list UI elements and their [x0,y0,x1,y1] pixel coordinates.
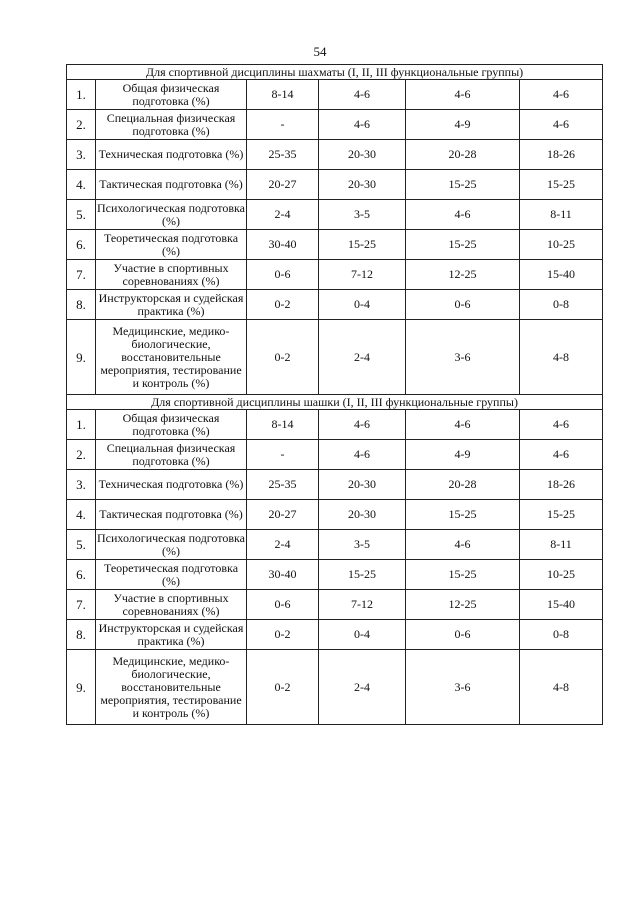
value-cell: 4-6 [319,110,406,140]
value-cell: 4-9 [406,110,520,140]
value-cell: 15-25 [406,230,520,260]
value-cell: 4-6 [406,530,520,560]
page-number: 54 [313,44,327,59]
table-row [67,530,603,560]
row-label: Инструкторская и судейская практика (%) [96,620,247,650]
row-label: Общая физическая подготовка (%) [96,410,247,440]
value-cell: 4-6 [319,80,406,110]
value-cell: 7-12 [319,590,406,620]
table-row [67,500,603,530]
value-cell: 15-25 [406,500,520,530]
value-cell: 20-30 [319,140,406,170]
value-cell: 0-6 [247,590,319,620]
value-cell: 0-6 [406,620,520,650]
row-number: 5. [67,530,96,560]
row-label: Теоретическая подготовка (%) [96,560,247,590]
value-cell: 4-8 [520,650,603,725]
value-cell: 15-25 [319,560,406,590]
value-cell: 15-40 [520,260,603,290]
row-label: Общая физическая подготовка (%) [96,80,247,110]
value-cell: 2-4 [319,650,406,725]
row-label: Специальная физическая подготовка (%) [96,440,247,470]
value-cell: 2-4 [247,200,319,230]
value-cell: 0-2 [247,650,319,725]
value-cell: 4-6 [319,410,406,440]
table-row [67,440,603,470]
row-number: 8. [67,620,96,650]
table-row [67,80,603,110]
value-cell: 0-2 [247,620,319,650]
value-cell: 3-6 [406,320,520,395]
section-header-row [67,395,603,410]
value-cell: 4-6 [319,440,406,470]
row-label: Тактическая подготовка (%) [96,170,247,200]
table-row [67,290,603,320]
value-cell: 12-25 [406,590,520,620]
row-number: 7. [67,590,96,620]
row-number: 9. [67,320,96,395]
row-number: 6. [67,560,96,590]
value-cell: 15-25 [319,230,406,260]
value-cell: - [247,440,319,470]
value-cell: 4-6 [520,110,603,140]
value-cell: 0-8 [520,290,603,320]
table-row [67,140,603,170]
value-cell: 2-4 [319,320,406,395]
table-row [67,110,603,140]
row-label: Медицинские, медико-биологические, восстановительные мероприятия, тестирование и контроль (%) [96,320,247,395]
value-cell: 0-6 [406,290,520,320]
table-row [67,230,603,260]
value-cell: 4-6 [406,80,520,110]
row-label: Психологическая подготовка (%) [97,200,245,228]
value-cell: 20-28 [406,470,520,500]
value-cell: 20-30 [319,500,406,530]
row-number: 3. [67,140,96,170]
row-number: 1. [67,80,96,110]
row-number: 9. [67,650,96,725]
table-row [67,410,603,440]
value-cell: 4-6 [520,440,603,470]
value-cell: 4-6 [406,200,520,230]
value-cell: 0-8 [520,620,603,650]
value-cell: 20-30 [319,470,406,500]
value-cell: 8-11 [520,200,603,230]
table-row [67,320,603,395]
value-cell: 18-26 [520,470,603,500]
value-cell: - [247,110,319,140]
row-number: 1. [67,410,96,440]
row-label: Участие в спортивных соревнованиях (%) [96,260,247,290]
value-cell: 0-2 [247,320,319,395]
value-cell: 4-6 [520,80,603,110]
table-row [67,620,603,650]
row-label: Теоретическая подготовка (%) [96,230,247,260]
value-cell: 8-14 [247,80,319,110]
row-number: 6. [67,230,96,260]
row-label: Специальная физическая подготовка (%) [96,110,247,140]
value-cell: 0-4 [319,620,406,650]
value-cell: 8-14 [247,410,319,440]
value-cell: 10-25 [520,560,603,590]
row-label: Медицинские, медико-биологические, восстановительные мероприятия, тестирование и контроль (%) [96,650,247,725]
row-label: Техническая подготовка (%) [96,470,247,500]
value-cell: 15-25 [406,560,520,590]
value-cell: 0-2 [247,290,319,320]
row-number: 7. [67,260,96,290]
row-number: 3. [67,470,96,500]
value-cell: 15-25 [520,170,603,200]
section-title: Для спортивной дисциплины шахматы (I, II, III функциональные группы) [67,65,603,80]
row-number: 2. [67,110,96,140]
training-norms-table [66,64,603,725]
value-cell: 15-25 [406,170,520,200]
row-label: Тактическая подготовка (%) [96,500,247,530]
value-cell: 3-5 [319,530,406,560]
row-label: Инструкторская и судейская практика (%) [96,290,247,320]
value-cell: 25-35 [247,470,319,500]
value-cell: 4-6 [406,410,520,440]
value-cell: 12-25 [406,260,520,290]
value-cell: 10-25 [520,230,603,260]
table-row [67,200,603,230]
table-row [67,470,603,500]
row-number: 2. [67,440,96,470]
value-cell: 15-25 [520,500,603,530]
value-cell: 20-28 [406,140,520,170]
value-cell: 15-40 [520,590,603,620]
value-cell: 20-27 [247,500,319,530]
value-cell: 30-40 [247,560,319,590]
value-cell: 3-6 [406,650,520,725]
value-cell: 4-8 [520,320,603,395]
table-row [67,590,603,620]
value-cell: 4-9 [406,440,520,470]
value-cell: 20-30 [319,170,406,200]
value-cell: 0-6 [247,260,319,290]
value-cell: 7-12 [319,260,406,290]
table-row [67,650,603,725]
row-number: 4. [67,500,96,530]
section-title: Для спортивной дисциплины шашки (I, II, III функциональные группы) [67,395,603,410]
value-cell: 25-35 [247,140,319,170]
row-number: 5. [67,200,96,230]
row-label: Психологическая подготовка (%) [97,530,245,558]
row-label: Участие в спортивных соревнованиях (%) [96,590,247,620]
value-cell: 4-6 [520,410,603,440]
table-row [67,560,603,590]
table-row [67,170,603,200]
value-cell: 3-5 [319,200,406,230]
value-cell: 0-4 [319,290,406,320]
value-cell: 18-26 [520,140,603,170]
section-header-row [67,65,603,80]
row-label: Техническая подготовка (%) [96,140,247,170]
value-cell: 20-27 [247,170,319,200]
value-cell: 2-4 [247,530,319,560]
value-cell: 8-11 [520,530,603,560]
row-number: 8. [67,290,96,320]
table-row [67,260,603,290]
row-number: 4. [67,170,96,200]
value-cell: 30-40 [247,230,319,260]
